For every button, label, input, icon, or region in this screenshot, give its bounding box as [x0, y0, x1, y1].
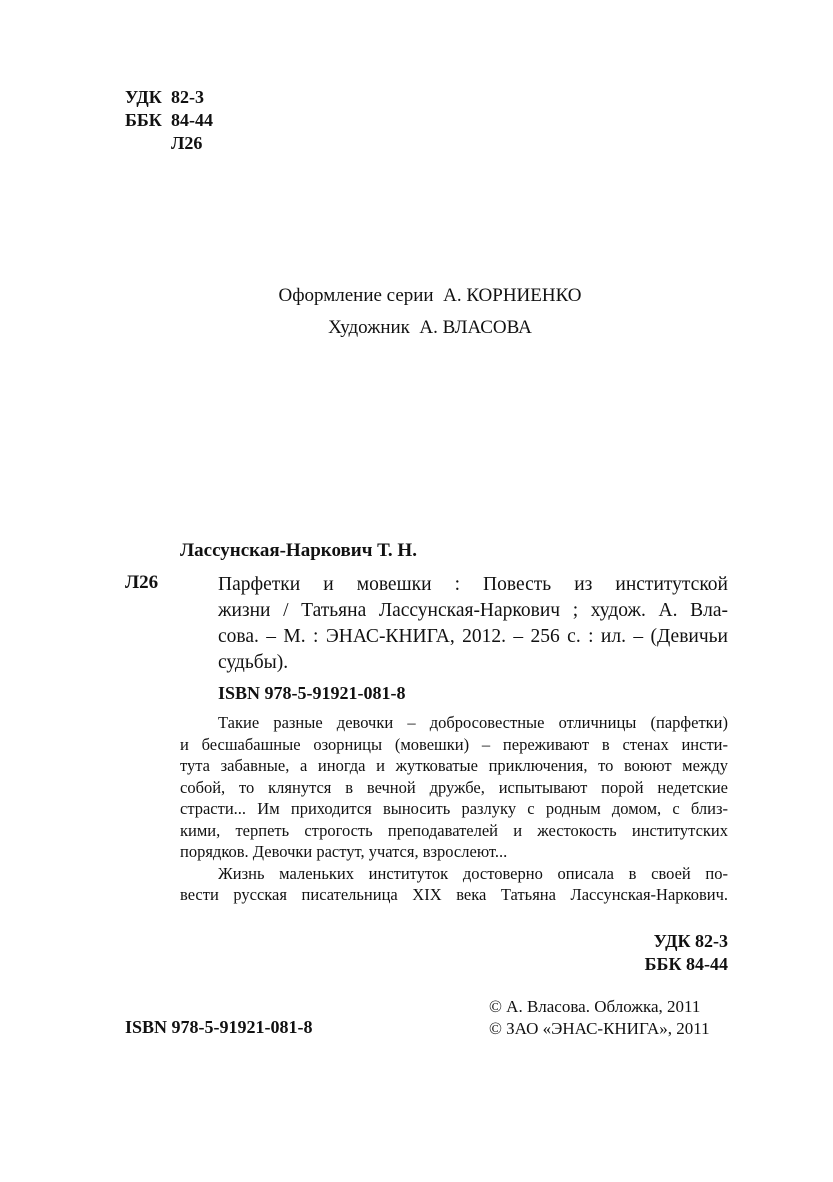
author-mark-top: Л26 — [171, 133, 203, 153]
annotation-line: порядков. Девочки растут, учатся, взрослеют... — [180, 842, 508, 861]
annotation-line: вести русская писательница XIX века Татьяна Лассунская-Наркович. — [180, 885, 728, 904]
annotation-line: и бесшабашные озорницы (мовешки) – переживают в стенах инсти- — [180, 734, 728, 754]
bbk-label: ББК — [125, 110, 162, 130]
bbk-row — [125, 109, 213, 132]
credits — [0, 280, 833, 344]
bbk-value: 84-44 — [171, 110, 213, 130]
bbk-code-bottom: ББК 84-44 — [644, 954, 728, 974]
copyright-publisher: © ЗАО «ЭНАС-КНИГА», 2011 — [489, 1018, 710, 1038]
description-line: жизни / Татьяна Лассунская-Наркович ; худож. А. Вла- — [218, 600, 728, 621]
annotation-line: собой, то клянутся в вечной дружбе, испытывают порой недетские — [180, 777, 728, 797]
udk-value: 82-3 — [171, 87, 204, 107]
author-mark: Л26 — [125, 572, 159, 593]
series-design-credit: Оформление серии А. КОРНИЕНКО — [278, 285, 582, 306]
annotation-line: Жизнь маленьких институток достоверно описала в своей по- — [218, 863, 728, 883]
description-line: судьбы). — [218, 652, 289, 673]
description-line: Парфетки и мовешки : Повесть из институтской — [218, 574, 728, 595]
bibliographic-description — [218, 572, 728, 676]
udk-label: УДК — [125, 87, 162, 107]
isbn-record: ISBN 978-5-91921-081-8 — [218, 683, 406, 703]
isbn-bottom: ISBN 978-5-91921-081-8 — [125, 1017, 313, 1037]
annotation-line: Такие разные девочки – добросовестные отличницы (парфетки) — [218, 713, 728, 732]
author-heading: Лассунская-Наркович Т. Н. — [180, 540, 417, 561]
annotation-line: страсти... Им приходится выносить разлуку с родным домом, с близ- — [180, 799, 728, 818]
artist-credit: Художник А. ВЛАСОВА — [328, 317, 532, 338]
annotation — [180, 712, 728, 906]
udk-code-bottom: УДК 82-3 — [653, 931, 728, 951]
description-line: сова. – М. : ЭНАС-КНИГА, 2012. – 256 с. : ил. – (Девичьи — [218, 626, 728, 647]
classification-codes-bottom — [645, 930, 728, 976]
copyright-block — [489, 996, 710, 1039]
copyright-cover: © А. Власова. Обложка, 2011 — [489, 997, 701, 1016]
udk-row — [125, 86, 213, 109]
classification-codes-top — [125, 86, 213, 155]
annotation-line: кими, терпеть строгость преподавателей и жестокость институтских — [180, 820, 728, 840]
annotation-line: тута забавные, а иногда и жутковатые приключения, то воюют между — [180, 756, 728, 775]
